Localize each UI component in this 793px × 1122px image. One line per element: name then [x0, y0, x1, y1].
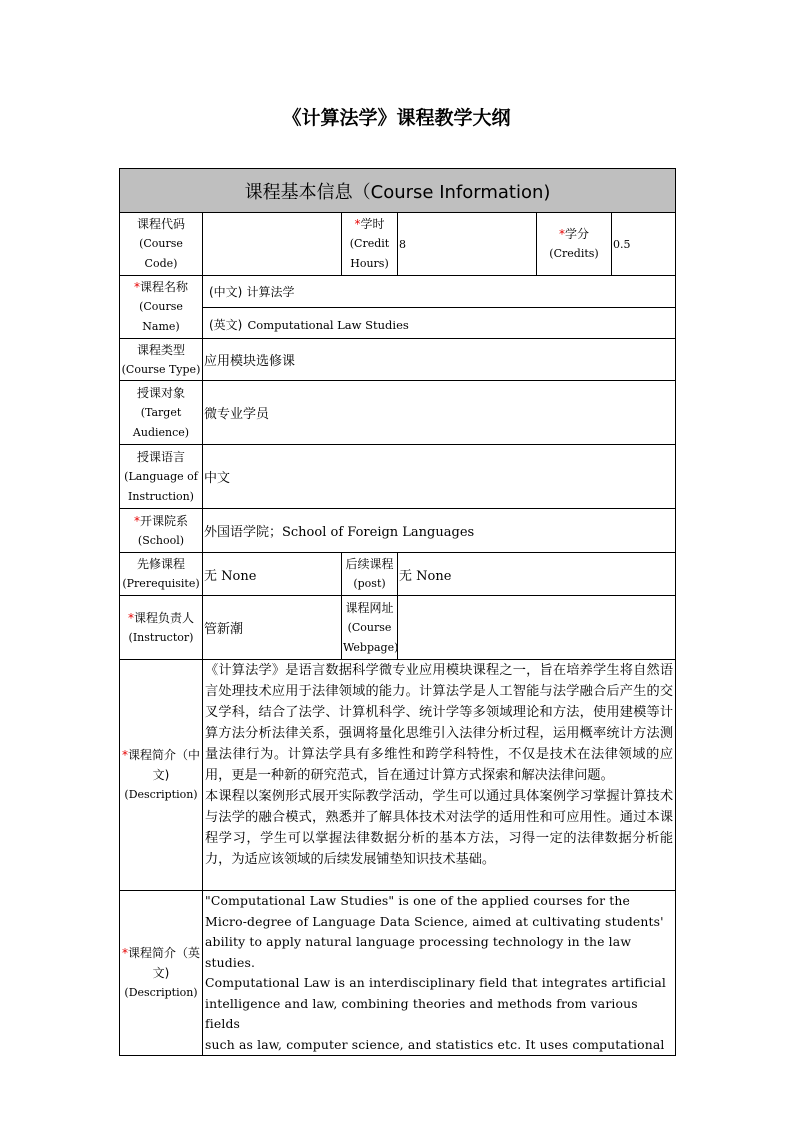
course-webpage-label: 课程网址 (Course Webpage): [342, 596, 398, 660]
language-label: 授课语言 (Language of Instruction): [120, 445, 203, 509]
description-en-text: [203, 891, 676, 1056]
description-cn-paragraph-2: 本课程以案例形式展开实际教学活动，学生可以通过具体案例学习掌握计算技术与法学的融合模式，熟悉并了解具体技术对法学的适用性和可应用性。通过本课程学习，学生可以掌握法律数据分析的基本方法，习得一定的法律数据分析能力，为适应该领域的后续发展铺垫知识技术基础。: [205, 789, 674, 867]
description-cn-label: *课程简介（中 文) (Description): [120, 660, 203, 891]
target-audience-label: 授课对象 (Target Audience): [120, 381, 203, 445]
school-value: 外国语学院；School of Foreign Languages: [203, 509, 676, 553]
course-code-label: 课程代码 (Course Code): [120, 213, 203, 276]
description-en-label: *课程简介（英 文) (Description): [120, 891, 203, 1056]
description-en-line: Computational Law is an interdisciplinary field that integrates artificial: [205, 975, 667, 990]
course-name-cn: (中文) 计算法学: [203, 276, 676, 308]
description-en-line: intelligence and law, combining theories and methods from various fields: [205, 995, 638, 1031]
course-type-value: 应用模块选修课: [203, 339, 676, 381]
credits-label: *学分 (Credits): [537, 213, 612, 276]
language-value: 中文: [203, 445, 676, 509]
required-mark: *: [121, 748, 128, 762]
description-cn-paragraph-1: 《计算法学》是语言数据科学微专业应用模块课程之一，旨在培养学生将自然语言处理技术应用于法律领域的能力。计算法学是人工智能与法学融合后产生的交叉学科，结合了法学、计算机科学、统计学等多领域理论和方法，使用建模等计算方法分析法律关系，强调将量化思维引入法律分析过程，运用概率统计方法测量法律行为。计算法学具有多维性和跨学科特性，不仅是技术在法律领域的应用，更是一种新的研究范式，旨在通过计算方式探索和解决法律问题。: [205, 663, 674, 783]
required-mark: *: [558, 227, 565, 241]
required-mark: *: [354, 217, 361, 231]
description-en-line: Micro-degree of Language Data Science, aimed at cultivating students': [205, 913, 664, 929]
course-name-label: *课程名称 (Course Name): [120, 276, 203, 339]
document-title: 《计算法学》课程教学大纲: [282, 107, 511, 129]
prerequisite-value: 无 None: [203, 553, 342, 596]
credit-hours-label: *学时 (Credit Hours): [342, 213, 398, 276]
required-mark: *: [127, 610, 134, 625]
description-cn-text: [203, 660, 676, 891]
target-audience-value: 微专业学员: [203, 381, 676, 445]
description-en-line: "Computational Law Studies" is one of the applied courses for the: [205, 893, 630, 908]
description-en-line: ability to apply natural language processing technology in the law studies.: [205, 934, 632, 970]
prerequisite-label: 先修课程 (Prerequisite): [120, 553, 203, 596]
course-info-table: [119, 168, 676, 1056]
course-code-value: [203, 213, 342, 276]
instructor-value: 管新潮: [203, 596, 342, 660]
required-mark: *: [121, 946, 128, 960]
course-webpage-value: [398, 596, 676, 660]
credit-hours-value: 8: [398, 213, 537, 276]
required-mark: *: [133, 513, 140, 528]
post-course-label: 后续课程 (post): [342, 553, 398, 596]
description-en-line: such as law, computer science, and statistics etc. It uses computational: [205, 1036, 665, 1052]
required-mark: *: [133, 280, 140, 294]
credits-value: 0.5: [612, 213, 676, 276]
instructor-label: *课程负责人 (Instructor): [120, 596, 203, 660]
post-course-value: 无 None: [398, 553, 676, 596]
course-name-en: (英文) Computational Law Studies: [203, 308, 676, 339]
table-header: 课程基本信息（Course Information): [120, 169, 676, 213]
course-type-label: 课程类型 (Course Type): [120, 339, 203, 381]
school-label: *开课院系 (School): [120, 509, 203, 553]
